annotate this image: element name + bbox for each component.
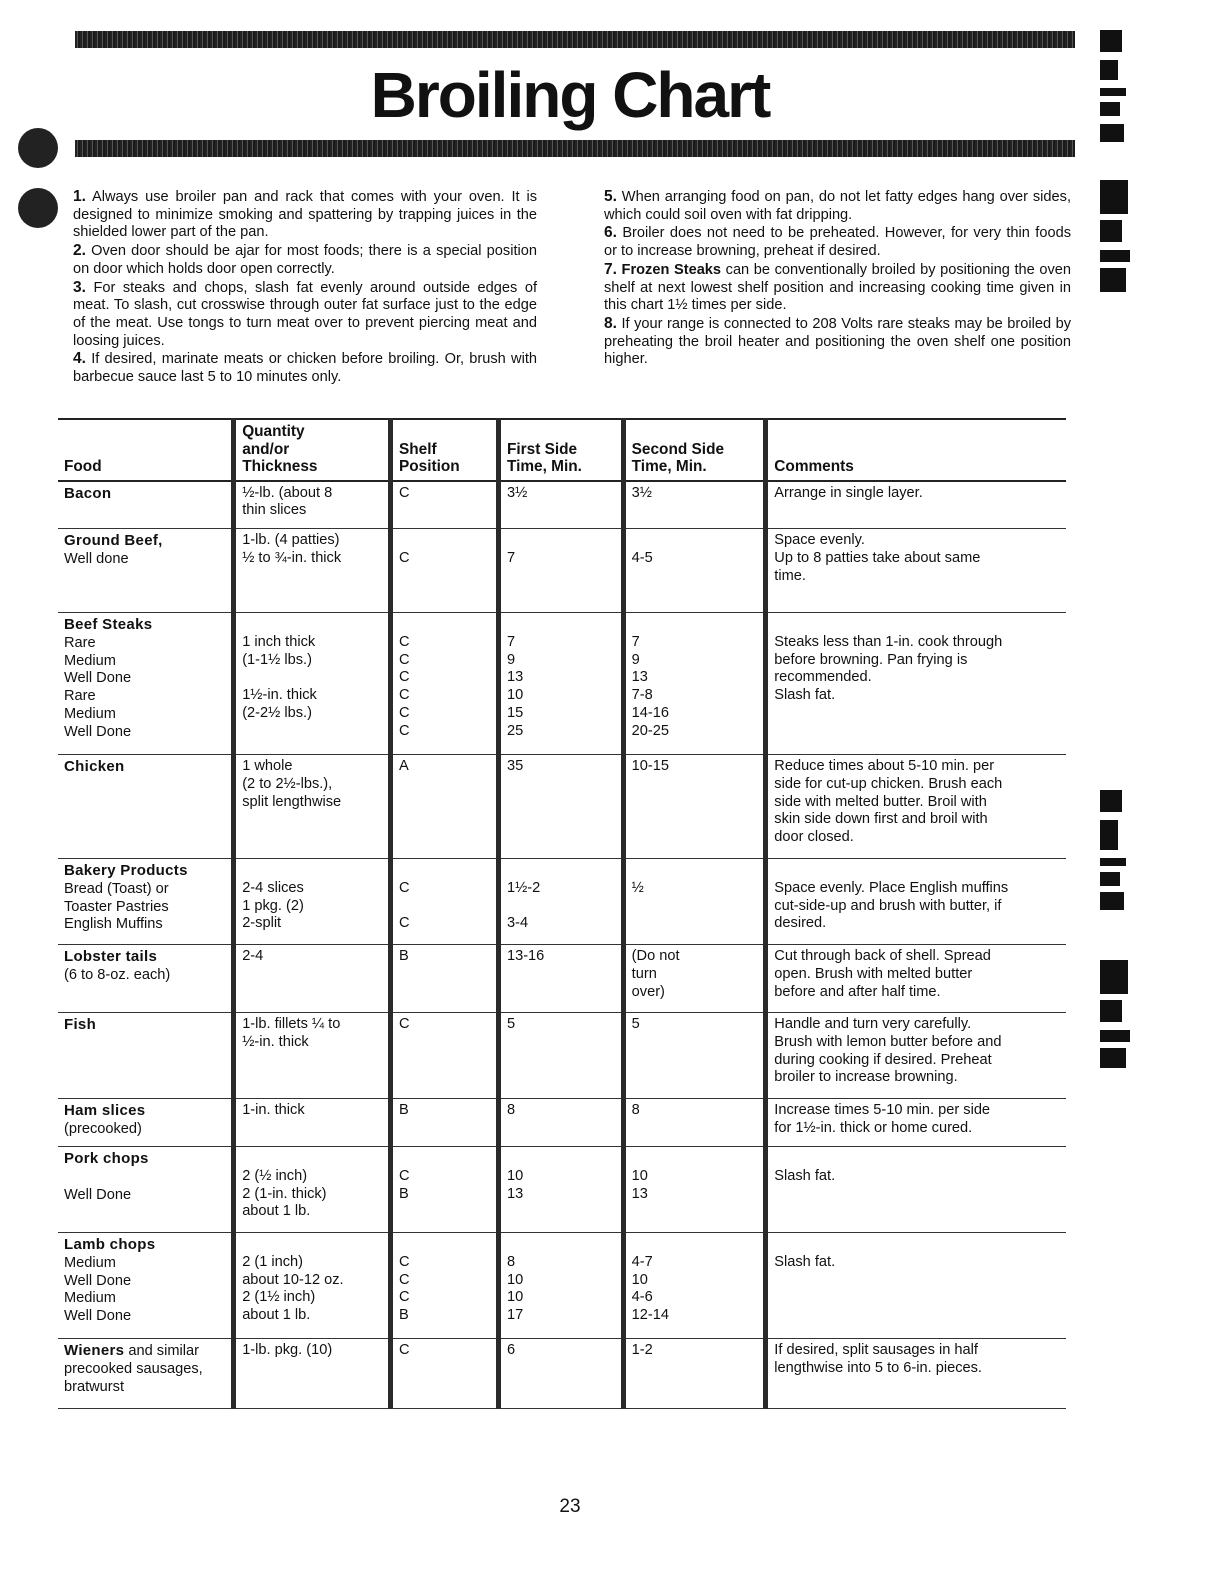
cell-second-side: 10 13: [623, 1147, 766, 1233]
food-name: Lobster tails: [64, 948, 158, 965]
cell-first-side: 1½-2 3-4: [498, 859, 623, 945]
cell-first-side: 35: [498, 755, 623, 859]
cell-shelf: C C C C C C: [391, 613, 499, 755]
cell-second-side: 1-2: [623, 1339, 766, 1409]
food-name: Fish: [64, 1016, 97, 1033]
cell-shelf: C: [391, 481, 499, 529]
cell-shelf: C: [391, 1013, 499, 1099]
table-row: [58, 1013, 1066, 1099]
cell-food: [58, 1147, 234, 1233]
cell-first-side: 8: [498, 1099, 623, 1147]
cell-food: [58, 755, 234, 859]
food-name: Bakery Products: [64, 862, 188, 879]
side-tab-mark: [1100, 790, 1146, 908]
instruction: 7. Frozen Steaks can be conventionally broiled by positioning the oven shelf at next lowest shelf position and increasing cooking time given in this chart 1½ times per side.: [604, 260, 1072, 314]
broiling-chart-table: [58, 418, 1066, 1409]
side-tab-mark: [1100, 960, 1146, 1078]
instruction: 6. Broiler does not need to be preheated. However, for very thin foods or to increase browning, preheat if desired.: [604, 224, 1071, 260]
header-comments: Comments: [766, 419, 1066, 481]
cell-comments: Handle and turn very carefully. Brush with lemon butter before and during cooking if desired. Preheat broiler to increase browning.: [766, 1013, 1066, 1099]
table-header-row: [58, 419, 1066, 481]
cell-food: [58, 945, 234, 1013]
cell-shelf: C C C B: [391, 1233, 499, 1339]
cell-second-side: 5: [623, 1013, 766, 1099]
cell-shelf: C: [391, 529, 499, 613]
food-name: Bacon: [64, 484, 112, 502]
cell-food: [58, 1013, 234, 1099]
instruction: 8. If your range is connected to 208 Volts rare steaks may be broiled by preheating the broil heater and positioning the oven shelf one position higher.: [604, 314, 1072, 368]
title-bar-top: [75, 31, 1075, 48]
cell-comments: If desired, split sausages in half lengthwise into 5 to 6-in. pieces.: [766, 1339, 1066, 1409]
cell-first-side: 3½: [498, 481, 623, 529]
food-detail: Well done: [64, 550, 129, 567]
table-row: [58, 1233, 1066, 1339]
cell-quantity: 2 (½ inch) 2 (1-in. thick) about 1 lb.: [234, 1147, 391, 1233]
cell-comments: Arrange in single layer.: [766, 481, 1066, 529]
cell-comments: Cut through back of shell. Spread open. Brush with melted butter before and after half time.: [766, 945, 1066, 1013]
cell-second-side: 3½: [623, 481, 766, 529]
header-shelf: Shelf Position: [391, 419, 499, 481]
cell-comments: Space evenly. Up to 8 patties take about same time.: [766, 529, 1066, 613]
cell-food: [58, 859, 234, 945]
page-number: 23: [559, 1496, 581, 1517]
cell-shelf: B: [391, 945, 499, 1013]
cell-quantity: 2-4 slices 1 pkg. (2) 2-split: [234, 859, 391, 945]
cell-quantity: 1-lb. fillets ¼ to ½-in. thick: [234, 1013, 391, 1099]
cell-quantity: 1-lb. pkg. (10): [234, 1339, 391, 1409]
cell-quantity: 2-4: [234, 945, 391, 1013]
food-name: Ground Beef,: [64, 532, 163, 549]
cell-first-side: 7: [498, 529, 623, 613]
cell-first-side: 13-16: [498, 945, 623, 1013]
cell-first-side: 6: [498, 1339, 623, 1409]
header-first-side: First Side Time, Min.: [498, 419, 623, 481]
table-row: [58, 755, 1066, 859]
side-tab-mark: [1100, 180, 1146, 298]
food-detail: Medium Well Done Medium Well Done: [64, 1254, 132, 1325]
cell-quantity: 1-lb. (4 patties) ½ to ¾-in. thick: [234, 529, 391, 613]
cell-second-side: 4-7 10 4-6 12-14: [623, 1233, 766, 1339]
table-row: [58, 613, 1066, 755]
food-name: Chicken: [64, 758, 125, 775]
instruction: 4. If desired, marinate meats or chicken before broiling. Or, brush with barbecue sauce last 5 to 10 minutes only.: [73, 350, 537, 386]
cell-quantity: 2 (1 inch) about 10-12 oz. 2 (1½ inch) about 1 lb.: [234, 1233, 391, 1339]
cell-quantity: 1 whole (2 to 2½-lbs.), split lengthwise: [234, 755, 391, 859]
cell-second-side: 7 9 13 7-8 14-16 20-25: [623, 613, 766, 755]
title-bar-bottom: [75, 140, 1075, 157]
table-row: [58, 529, 1066, 613]
cell-second-side: 4-5: [623, 529, 766, 613]
instructions-left: [73, 188, 537, 387]
cell-first-side: 7 9 13 10 15 25: [498, 613, 623, 755]
cell-second-side: ½: [623, 859, 766, 945]
cell-shelf: C C: [391, 859, 499, 945]
instruction: 5. When arranging food on pan, do not let fatty edges hang over sides, which could soil oven with fat dripping.: [604, 188, 1072, 223]
cell-shelf: C: [391, 1339, 499, 1409]
header-second-side: Second Side Time, Min.: [623, 419, 766, 481]
table-row: [58, 481, 1066, 529]
food-name: Lamb chops: [64, 1236, 156, 1253]
cell-quantity: 1-in. thick: [234, 1099, 391, 1147]
header-quantity: Quantity and/or Thickness: [234, 419, 391, 481]
food-detail: (6 to 8-oz. each): [64, 966, 171, 983]
cell-comments: Steaks less than 1-in. cook through before browning. Pan frying is recommended. Slash fat.: [766, 613, 1066, 755]
food-detail: (precooked): [64, 1120, 142, 1137]
cell-quantity: ½-lb. (about 8 thin slices: [234, 481, 391, 529]
side-tab-mark: [1100, 30, 1146, 148]
cell-food: [58, 529, 234, 613]
cell-food: [58, 1233, 234, 1339]
food-detail: Well Done: [64, 1186, 132, 1203]
binder-hole: [18, 128, 58, 168]
cell-comments: Space evenly. Place English muffins cut-side-up and brush with butter, if desired.: [766, 859, 1066, 945]
header-food: Food: [58, 419, 234, 481]
cell-shelf: C B: [391, 1147, 499, 1233]
cell-comments: Slash fat.: [766, 1147, 1066, 1233]
cell-first-side: 8 10 10 17: [498, 1233, 623, 1339]
cell-first-side: 5: [498, 1013, 623, 1099]
cell-food: [58, 613, 234, 755]
food-name: Pork chops: [64, 1150, 149, 1167]
cell-second-side: (Do not turn over): [623, 945, 766, 1013]
table-row: [58, 1339, 1066, 1409]
table-row: [58, 1099, 1066, 1147]
food-detail: precooked sausages, bratwurst: [64, 1360, 203, 1395]
food-name: Ham slices: [64, 1102, 146, 1119]
food-name: Wieners: [64, 1342, 125, 1359]
page-title: Broiling Chart: [370, 59, 770, 131]
food-detail: Rare Medium Well Done Rare Medium Well Done: [64, 634, 132, 740]
cell-shelf: A: [391, 755, 499, 859]
cell-second-side: 8: [623, 1099, 766, 1147]
food-name: Beef Steaks: [64, 616, 153, 633]
food-name-suffix: and similar: [124, 1343, 199, 1359]
binder-hole: [18, 188, 58, 228]
cell-second-side: 10-15: [623, 755, 766, 859]
cell-quantity: 1 inch thick (1-1½ lbs.) 1½-in. thick (2-2½ lbs.): [234, 613, 391, 755]
food-detail: Bread (Toast) or Toaster Pastries English Muffins: [64, 880, 169, 933]
cell-first-side: 10 13: [498, 1147, 623, 1233]
instructions-right: [604, 188, 1071, 369]
cell-food: [58, 1099, 234, 1147]
table-row: [58, 945, 1066, 1013]
cell-food: [58, 481, 234, 529]
instruction: 2. Oven door should be ajar for most foods; there is a special position on door which holds door open correctly.: [73, 242, 537, 277]
cell-food: [58, 1339, 234, 1409]
cell-shelf: B: [391, 1099, 499, 1147]
instruction: 3. For steaks and chops, slash fat evenly around outside edges of meat. To slash, cut crosswise through outer fat surface just to the edge of the meat. Use tongs to turn meat over to prevent piercing meat and loosing juices.: [73, 278, 538, 349]
table-row: [58, 859, 1066, 945]
cell-comments: Slash fat.: [766, 1233, 1066, 1339]
cell-comments: Reduce times about 5-10 min. per side for cut-up chicken. Brush each side with melted butter. Broil with skin side down first and broil with door closed.: [766, 755, 1066, 859]
table-row: [58, 1147, 1066, 1233]
cell-comments: Increase times 5-10 min. per side for 1½-in. thick or home cured.: [766, 1099, 1066, 1147]
instruction: 1. Always use broiler pan and rack that comes with your oven. It is designed to minimize smoking and spattering by trapping juices in the shielded lower part of the pan.: [73, 188, 537, 241]
